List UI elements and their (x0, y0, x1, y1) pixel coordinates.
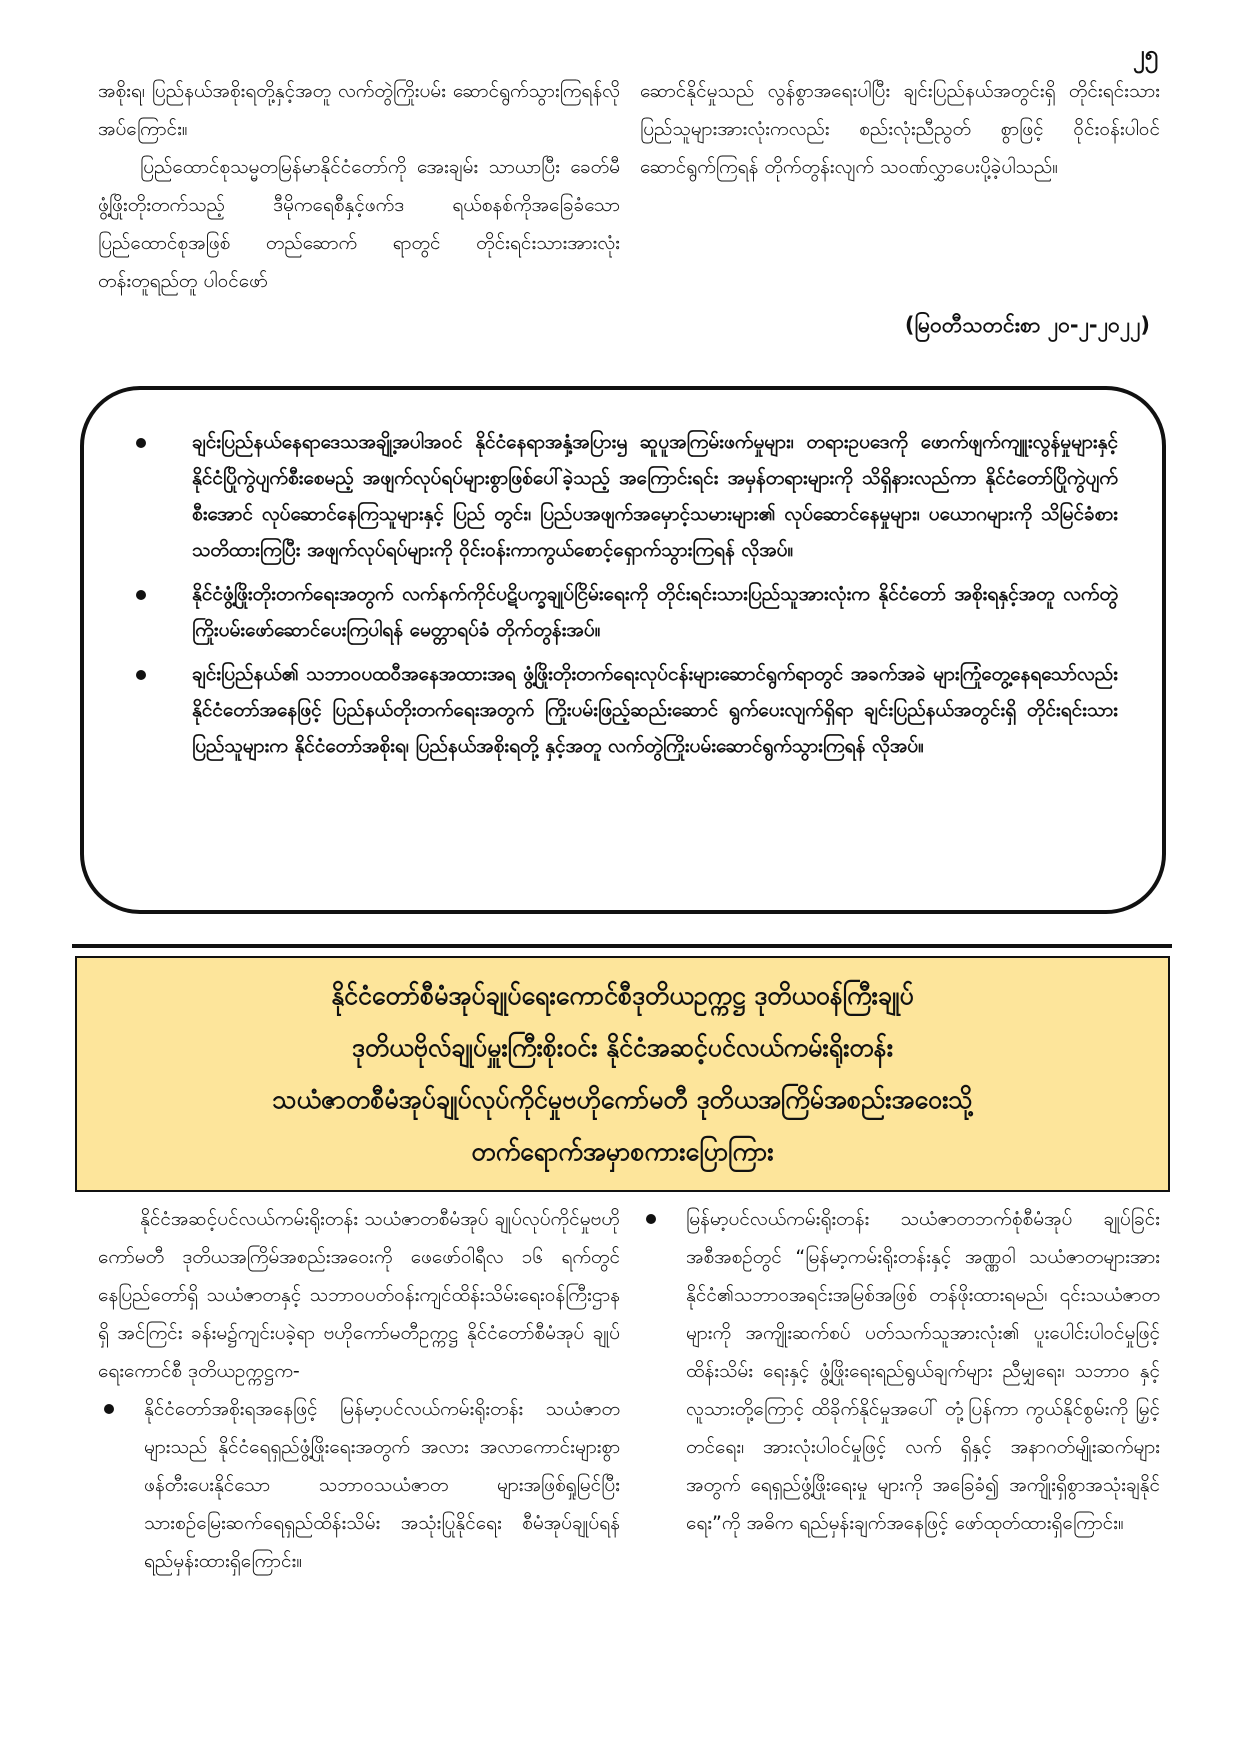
top-right-column (640, 72, 1160, 186)
headline-line: သယံဇာတစီမံအုပ်ချုပ်လုပ်ကိုင်မှုဗဟိုကော်မတီ ဒုတိယအကြိမ်အစည်းအဝေးသို့ (272, 1085, 973, 1114)
top-left-column (98, 72, 620, 300)
bullet-icon (136, 438, 146, 448)
paragraph: နိုင်ငံအဆင့်ပင်လယ်ကမ်းရိုးတန်း သယံဇာတစီမံအုပ် ချုပ်လုပ်ကိုင်မှုဗဟိုကော်မတီ ဒုတိယအကြိမ်အစည်းအဝေးကို ဖေဖော်ဝါရီလ ၁၆ ရက်တွင် နေပြည်တော်ရှိ သယံဇာတနှင့် သဘာဝပတ်ဝန်းကျင်ထိန်းသိမ်းရေးဝန်ကြီးဌာနရှိ အင်ကြင်း ခန်းမ၌ကျင်းပခဲ့ရာ ဗဟိုကော်မတီဥက္ကဋ္ဌ နိုင်ငံတော်စီမံအုပ် ချုပ်ရေးကောင်စီ ဒုတိယဥက္ကဋ္ဌက- (98, 1208, 620, 1382)
list-item-text: နိုင်ငံတော်အစိုးရအနေဖြင့် မြန်မာ့ပင်လယ်ကမ်းရိုးတန်း သယံဇာတများသည် နိုင်ငံရေရှည်ဖွံ့ဖြိုးရေးအတွက် အလား အလာကောင်းများစွာဖန်တီးပေးနိုင်သော သဘာဝသယံဇာတ များအဖြစ်ရှုမြင်ပြီး သားစဉ်မြေးဆက်ရေရှည်ထိန်းသိမ်း အသုံးပြုနိုင်ရေး စီမံအုပ်ချုပ်ရန် ရည်မှန်းထားရှိကြောင်း။ (144, 1398, 620, 1572)
highlight-box (80, 386, 1166, 914)
paragraph: ဆောင်နိုင်မှုသည် လွန်စွာအရေးပါပြီး ချင်းပြည်နယ်အတွင်းရှိ တိုင်းရင်းသားပြည်သူများအားလုံးကလည်း စည်းလုံးညီညွတ် စွာဖြင့် ဝိုင်းဝန်းပါဝင်ဆောင်ရွက်ကြရန် တိုက်တွန်းလျက် သဝဏ်လွှာပေးပို့ခဲ့ပါသည်။ (640, 80, 1160, 178)
list-item (98, 1390, 620, 1580)
list-item-text: နိုင်ငံဖွံ့ဖြိုးတိုးတက်ရေးအတွက် လက်နက်ကိုင်ပဋိပက္ခချုပ်ငြိမ်းရေးကို တိုင်းရင်းသားပြည်သူအားလုံးက နိုင်ငံတော် အစိုးရနှင့်အတူ လက်တွဲကြိုးပမ်းဖော်ဆောင်ပေးကြပါရန် မေတ္တာရပ်ခံ တိုက်တွန်းအပ်။ (192, 583, 1118, 641)
list-item-text: ချင်းပြည်နယ်နေရာဒေသအချို့အပါအဝင် နိုင်ငံနေရာအနှံ့အပြားၝ ဆူပူအကြမ်းဖက်မှုများ၊ တရားဥပဒေကို ဖောက်ဖျက်ကျူးလွန်မှုများနှင့် နိုင်ငံပြိုကွဲပျက်စီးစေမည့် အဖျက်လုပ်ရပ်များစွာဖြစ်ပေါ်ခဲ့သည့် အကြောင်းရင်း အမှန်တရားများကို သိရှိနားလည်ကာ နိုင်ငံတော်ပြိုကွဲပျက်စီးအောင် လုပ်ဆောင်နေကြသူများနှင့် ပြည် တွင်း၊ ပြည်ပအဖျက်အမှောင့်သမားများ၏ လုပ်ဆောင်နေမှုများ၊ ပယောဂများကို သိမြင်ခံစားသတိထားကြပြီး အဖျက်လုပ်ရပ်များကို ဝိုင်းဝန်းကာကွယ်စောင့်ရှောက်သွားကြရန် လိုအပ်။ (192, 431, 1118, 561)
list-item-text: ချင်းပြည်နယ်၏ သဘာဝပထဝီအနေအထားအရ ဖွံ့ဖြိုးတိုးတက်ရေးလုပ်ငန်းများဆောင်ရွက်ရာတွင် အခက်အခဲ များကြုံတွေ့နေရသော်လည်း နိုင်ငံတော်အနေဖြင့် ပြည်နယ်တိုးတက်ရေးအတွက် ကြိုးပမ်းဖြည့်ဆည်းဆောင် ရွက်ပေးလျက်ရှိရာ ချင်းပြည်နယ်အတွင်းရှိ တိုင်းရင်းသားပြည်သူများက နိုင်ငံတော်အစိုးရ၊ ပြည်နယ်အစိုးရတို့ နှင့်အတူ လက်တွဲကြိုးပမ်းဆောင်ရွက်သွားကြရန် လိုအပ်။ (192, 663, 1118, 757)
bottom-left-column (98, 1200, 620, 1580)
list-item-text: မြန်မာ့ပင်လယ်ကမ်းရိုးတန်း သယံဇာတဘက်စုံစီမံအုပ် ချုပ်ခြင်းအစီအစဉ်တွင် “မြန်မာ့ကမ်းရိုးတန်းနှင့် အဏ္ဏဝါ သယံဇာတများအား နိုင်ငံ၏သဘာဝအရင်းအမြစ်အဖြစ် တန်ဖိုးထားရမည်၊ ၎င်းသယံဇာတများကို အကျိုးဆက်စပ် ပတ်သက်သူအားလုံး၏ ပူးပေါင်းပါဝင်မှုဖြင့် ထိန်းသိမ်း ရေးနှင့် ဖွံ့ဖြိုးရေးရည်ရွယ်ချက်များ ညီမျှရေး၊ သဘာဝ နှင့်လူသားတို့ကြောင့် ထိခိုက်နိုင်မှုအပေါ် တုံ့ပြန်ကာ ကွယ်နိုင်စွမ်းကို မြှင့်တင်ရေး၊ အားလုံးပါဝင်မှုဖြင့် လက် ရှိနှင့် အနာဂတ်မျိုးဆက်များအတွက် ရေရှည်ဖွံ့ဖြိုးရေးမှု များကို အခြေခံ၍ အကျိုးရှိစွာအသုံးချနိုင်ရေး”ကို အဓိက ရည်မှန်းချက်အနေဖြင့် ဖော်ထုတ်ထားရှိကြောင်း။ (686, 1208, 1160, 1534)
divider (72, 944, 1172, 948)
headline-line: တက်ရောက်အမှာစကားပြောကြား (471, 1137, 774, 1166)
headline-line: နိုင်ငံတော်စီမံအုပ်ချုပ်ရေးကောင်စီဒုတိယဥက္ကဋ္ဌ ဒုတိယဝန်ကြီးချုပ် (331, 981, 914, 1010)
paragraph: ပြည်ထောင်စုသမ္မတမြန်မာနိုင်ငံတော်ကို အေးချမ်း သာယာပြီး ခေတ်မီဖွံ့ဖြိုးတိုးတက်သည့် ဒီမိုကရေစီနှင့်ဖက်ဒ ရယ်စနစ်ကိုအခြေခံသော ပြည်ထောင်စုအဖြစ် တည်ဆောက် ရာတွင် တိုင်းရင်းသားအားလုံး တန်းတူရည်တူ ပါဝင်ဖော် (98, 156, 620, 292)
paragraph: အစိုးရ၊ ပြည်နယ်အစိုးရတို့နှင့်အတူ လက်တွဲကြိုးပမ်း ဆောင်ရွက်သွားကြရန်လိုအပ်ကြောင်း။ (98, 80, 620, 140)
list-item (640, 1200, 1160, 1542)
bullet-icon (136, 590, 146, 600)
list-item (132, 424, 1118, 568)
page-number: ၂၅ (1132, 40, 1158, 68)
headline-line: ဒုတိယဗိုလ်ချုပ်မှူးကြီးစိုးဝင်း နိုင်ငံအဆင့်ပင်လယ်ကမ်းရိုးတန်း (351, 1033, 894, 1062)
bullet-icon (104, 1404, 114, 1414)
article-headline (75, 956, 1170, 1192)
bullet-list (132, 424, 1118, 764)
bottom-right-column (640, 1200, 1160, 1542)
bullet-icon (646, 1214, 656, 1224)
bullet-icon (136, 670, 146, 680)
source-citation: (မြဝတီသတင်းစာ ၂၀-၂-၂၀၂၂) (904, 313, 1150, 337)
list-item (132, 656, 1118, 764)
list-item (132, 576, 1118, 648)
